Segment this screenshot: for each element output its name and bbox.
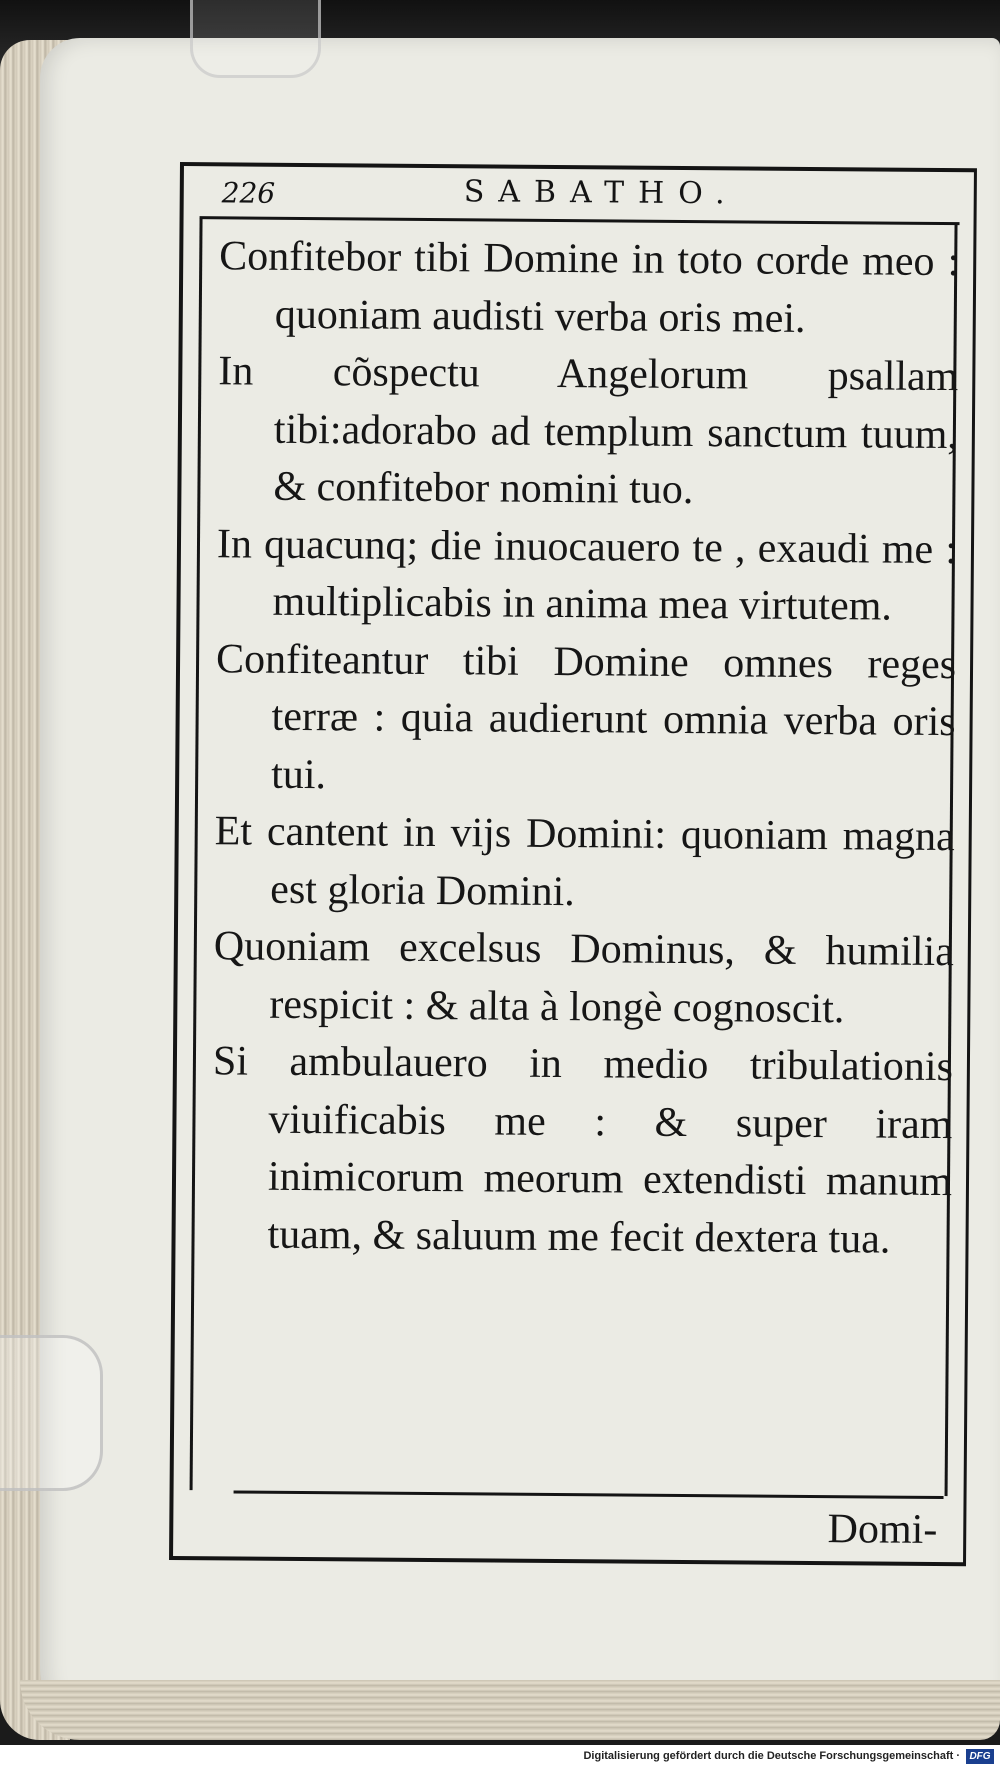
psalm-text <box>211 228 959 1269</box>
verse: In cõspectu Angelorum psallam tibi:adorabo ad templum sanctum tuum, & confitebor nomini tuo. <box>218 348 959 514</box>
header-rule <box>200 216 960 225</box>
verse: Si ambulauero in medio tribulationis viuificabis me : & super iram inimicorum meorum extendisti manum tuam, & saluum me fecit dextera tua. <box>212 1038 954 1263</box>
printed-frame <box>169 162 977 1566</box>
verse: Et cantent in vijs Domini: quoniam magna est gloria Domini. <box>214 808 955 915</box>
dfg-logo-icon: DFG <box>966 1749 994 1764</box>
running-head: SABATHO. <box>463 174 739 212</box>
bookmark-clip-side <box>0 1335 103 1491</box>
digitization-credit: Digitalisierung gefördert durch die Deutsche Forschungsgemeinschaft · <box>583 1750 960 1762</box>
footer-rule <box>234 1490 944 1499</box>
page-number: 226 <box>221 176 276 210</box>
verse: Quoniam excelsus Dominus, & humilia respicit : & alta à longè cognoscit. <box>213 923 954 1032</box>
inner-left-rule <box>190 218 203 1490</box>
book-bottom-edges <box>20 1680 1000 1740</box>
verse: Confiteantur tibi Domine omnes reges terræ : quia audierunt omnia verba oris tui. <box>215 635 957 798</box>
verse: In quacunq; die inuocauero te , exaudi me : multiplicabis in anima mea virtutem. <box>216 520 958 630</box>
catchword: Domi- <box>827 1506 938 1553</box>
bookmark-clip-top <box>190 0 321 78</box>
verse: Confitebor tibi Domine in toto corde meo : quoniam audisti verba oris mei. <box>219 233 960 342</box>
